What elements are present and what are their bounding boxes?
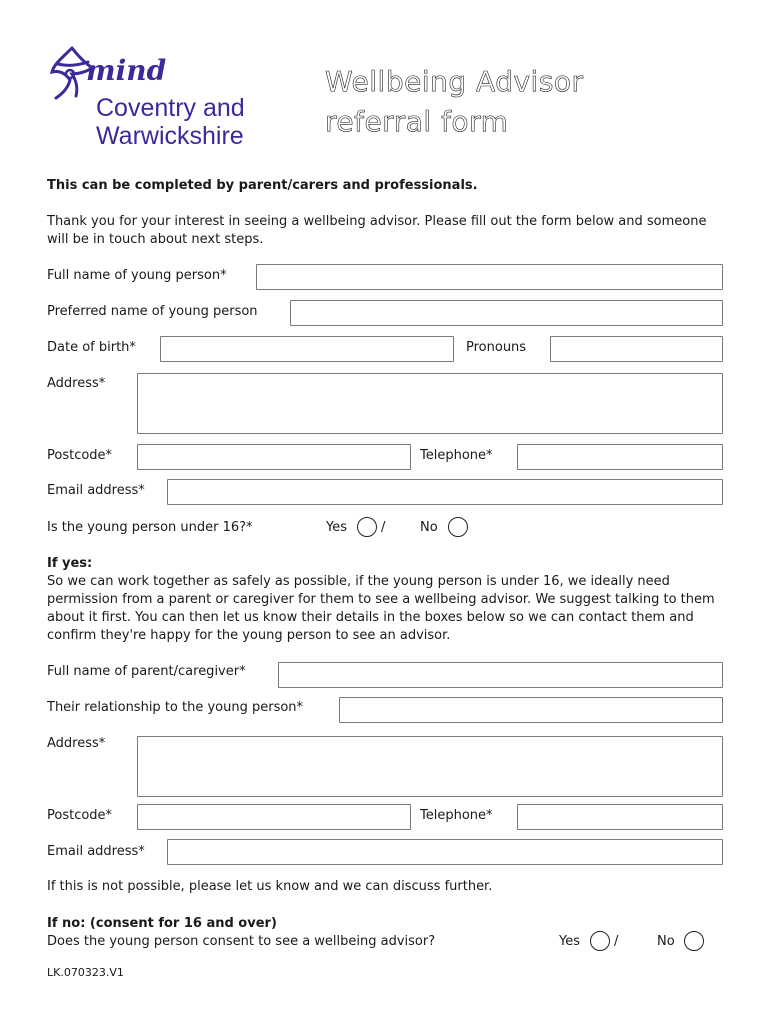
consent-question: Does the young person consent to see a wellbeing advisor? <box>47 934 436 949</box>
logo-mind-text: mind <box>86 54 167 87</box>
not-possible-text: If this is not possible, please let us know and we can discuss further. <box>47 879 493 894</box>
parent-postcode-label: Postcode* <box>47 808 113 823</box>
parent-email-label: Email address* <box>47 844 145 859</box>
page-title-line1: Wellbeing Advisor <box>325 65 584 98</box>
address-label: Address* <box>47 376 106 391</box>
relationship-label: Their relationship to the young person* <box>47 700 304 715</box>
under16-no-label: No <box>420 520 438 535</box>
full-name-field[interactable] <box>256 264 723 290</box>
logo-line2: Warwickshire <box>96 122 244 150</box>
consent-yes-radio[interactable] <box>590 931 610 951</box>
consent-no-radio[interactable] <box>684 931 704 951</box>
dob-label: Date of birth* <box>47 340 136 355</box>
email-field[interactable] <box>167 479 723 505</box>
if-yes-heading: If yes: <box>47 556 93 571</box>
parent-telephone-field[interactable] <box>517 804 723 830</box>
preferred-name-label: Preferred name of young person <box>47 304 258 319</box>
page-title-line2: referral form <box>325 105 509 138</box>
under16-label: Is the young person under 16?* <box>47 520 253 535</box>
if-no-heading: If no: (consent for 16 and over) <box>47 916 277 931</box>
preferred-name-field[interactable] <box>290 300 723 326</box>
parent-telephone-label: Telephone* <box>420 808 493 823</box>
intro-text: Thank you for your interest in seeing a wellbeing advisor. Please fill out the form below and someone will be in touch about next steps. <box>47 214 707 247</box>
parent-name-label: Full name of parent/caregiver* <box>47 664 246 679</box>
logo <box>48 44 278 154</box>
footer-code: LK.070323.V1 <box>47 966 124 979</box>
consent-no-label: No <box>657 934 675 949</box>
under16-no-radio[interactable] <box>448 517 468 537</box>
full-name-label: Full name of young person* <box>47 268 227 283</box>
postcode-field[interactable] <box>137 444 411 470</box>
relationship-field[interactable] <box>339 697 723 723</box>
postcode-label: Postcode* <box>47 448 113 463</box>
under16-slash: / <box>381 520 386 535</box>
logo-line1: Coventry and <box>96 94 245 122</box>
email-label: Email address* <box>47 483 145 498</box>
address-field[interactable] <box>137 373 723 434</box>
pronouns-field[interactable] <box>550 336 723 362</box>
parent-postcode-field[interactable] <box>137 804 411 830</box>
parent-address-label: Address* <box>47 736 106 751</box>
telephone-label: Telephone* <box>420 448 493 463</box>
pronouns-label: Pronouns <box>466 340 527 355</box>
if-yes-text: So we can work together as safely as possible, if the young person is under 16, we ideally need permission from a parent or caregiver for them to see a wellbeing advisor. We suggest talking to them about it first. You can then let us know their details in the boxes below so we can contact them and confirm they're happy for the young person to see an advisor. <box>47 574 715 643</box>
consent-yes-label: Yes <box>559 934 580 949</box>
parent-name-field[interactable] <box>278 662 723 688</box>
parent-address-field[interactable] <box>137 736 723 797</box>
under16-yes-label: Yes <box>326 520 347 535</box>
under16-yes-radio[interactable] <box>357 517 377 537</box>
telephone-field[interactable] <box>517 444 723 470</box>
dob-field[interactable] <box>160 336 454 362</box>
intro-bold: This can be completed by parent/carers and professionals. <box>47 178 478 193</box>
consent-slash: / <box>614 934 619 949</box>
parent-email-field[interactable] <box>167 839 723 865</box>
